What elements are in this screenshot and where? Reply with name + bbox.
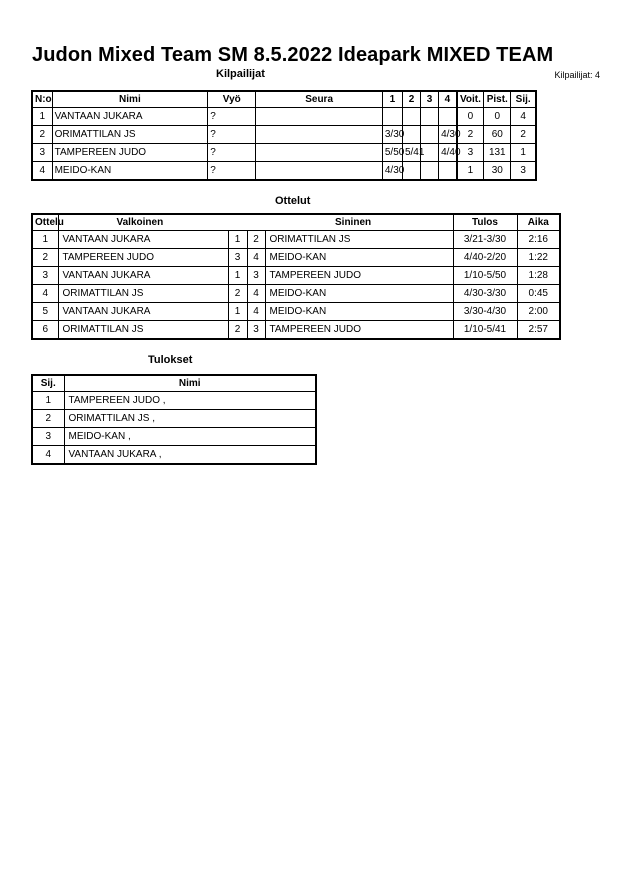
match-result: 3/30-4/30 xyxy=(453,303,517,321)
match-result: 4/30-3/30 xyxy=(453,285,517,303)
result-place: 2 xyxy=(32,410,64,428)
competitor-points: 0 xyxy=(484,108,511,126)
competitor-place: 3 xyxy=(511,162,536,181)
competitors-table xyxy=(31,90,537,181)
competitor-points: 60 xyxy=(484,126,511,144)
competitor-name: MEIDO-KAN xyxy=(52,162,208,181)
table-row xyxy=(32,126,536,144)
results-header-row xyxy=(32,375,316,392)
col-header-blue-no xyxy=(247,214,265,231)
round-4-score xyxy=(439,108,457,126)
blue-team-no: 3 xyxy=(247,267,265,285)
col-header-r1: 1 xyxy=(382,91,402,108)
round-3-score xyxy=(421,162,439,181)
matches-header-row xyxy=(32,214,560,231)
competitor-belt: ? xyxy=(208,108,256,126)
blue-team: ORIMATTILAN JS xyxy=(265,231,453,249)
col-header-result: Tulos xyxy=(453,214,517,231)
col-header-wins: Voit. xyxy=(457,91,484,108)
competitor-club xyxy=(256,162,383,181)
table-row xyxy=(32,108,536,126)
result-name: ORIMATTILAN JS , xyxy=(64,410,316,428)
blue-team-no: 3 xyxy=(247,321,265,340)
competitor-club xyxy=(256,144,383,162)
round-2-score xyxy=(402,126,420,144)
white-team-no: 3 xyxy=(228,249,247,267)
white-team: TAMPEREEN JUDO xyxy=(58,249,228,267)
round-3-score xyxy=(421,126,439,144)
table-row xyxy=(32,162,536,181)
round-1-score: 4/30 xyxy=(382,162,402,181)
result-name: MEIDO-KAN , xyxy=(64,428,316,446)
matches-section-title: Ottelut xyxy=(275,195,311,207)
competitor-place: 4 xyxy=(511,108,536,126)
col-header-place: Sij. xyxy=(32,375,64,392)
competitor-wins: 0 xyxy=(457,108,484,126)
col-header-name: Nimi xyxy=(52,91,208,108)
result-name: VANTAAN JUKARA , xyxy=(64,446,316,465)
competitor-points: 131 xyxy=(484,144,511,162)
match-time: 1:22 xyxy=(517,249,560,267)
blue-team-no: 4 xyxy=(247,285,265,303)
competitor-points: 30 xyxy=(484,162,511,181)
match-result: 1/10-5/50 xyxy=(453,267,517,285)
round-2-score xyxy=(402,108,420,126)
blue-team-no: 2 xyxy=(247,231,265,249)
white-team-no: 2 xyxy=(228,285,247,303)
match-result: 4/40-2/20 xyxy=(453,249,517,267)
competitor-belt: ? xyxy=(208,126,256,144)
col-header-blue: Sininen xyxy=(265,214,453,231)
competitor-name: VANTAAN JUKARA xyxy=(52,108,208,126)
match-no: 1 xyxy=(32,231,58,249)
competitor-no: 3 xyxy=(32,144,52,162)
results-table xyxy=(31,374,317,465)
round-2-score xyxy=(402,162,420,181)
col-header-white-no xyxy=(228,214,247,231)
match-result: 3/21-3/30 xyxy=(453,231,517,249)
competitor-place: 1 xyxy=(511,144,536,162)
round-4-score: 4/40 xyxy=(439,144,457,162)
table-row xyxy=(32,321,560,340)
col-header-r4: 4 xyxy=(439,91,457,108)
match-no: 3 xyxy=(32,267,58,285)
table-row xyxy=(32,392,316,410)
round-1-score xyxy=(382,108,402,126)
page-title: Judon Mixed Team SM 8.5.2022 Ideapark MIXED TEAM xyxy=(32,44,554,66)
white-team-no: 1 xyxy=(228,231,247,249)
match-time: 0:45 xyxy=(517,285,560,303)
match-time: 2:57 xyxy=(517,321,560,340)
col-header-club: Seura xyxy=(256,91,383,108)
result-place: 3 xyxy=(32,428,64,446)
blue-team-no: 4 xyxy=(247,249,265,267)
table-row xyxy=(32,303,560,321)
blue-team: TAMPEREEN JUDO xyxy=(265,267,453,285)
competitor-no: 4 xyxy=(32,162,52,181)
round-4-score xyxy=(439,162,457,181)
competitor-count xyxy=(554,70,600,80)
round-4-score: 4/30 xyxy=(439,126,457,144)
match-time: 1:28 xyxy=(517,267,560,285)
blue-team: TAMPEREEN JUDO xyxy=(265,321,453,340)
competitor-belt: ? xyxy=(208,162,256,181)
col-header-place: Sij. xyxy=(511,91,536,108)
match-time: 2:16 xyxy=(517,231,560,249)
white-team: ORIMATTILAN JS xyxy=(58,321,228,340)
match-time: 2:00 xyxy=(517,303,560,321)
competitor-club xyxy=(256,108,383,126)
white-team-no: 2 xyxy=(228,321,247,340)
competitor-count-label: Kilpailijat: xyxy=(554,70,593,80)
match-no: 6 xyxy=(32,321,58,340)
competitor-name: ORIMATTILAN JS xyxy=(52,126,208,144)
col-header-no: N:o xyxy=(32,91,52,108)
competitor-count-value: 4 xyxy=(594,70,600,80)
competitors-section-title: Kilpailijat xyxy=(216,68,265,80)
col-header-name: Nimi xyxy=(64,375,316,392)
col-header-r2: 2 xyxy=(402,91,420,108)
table-row xyxy=(32,267,560,285)
matches-table xyxy=(31,213,561,340)
round-1-score: 3/30 xyxy=(382,126,402,144)
results-section-title: Tulokset xyxy=(148,354,193,366)
blue-team: MEIDO-KAN xyxy=(265,285,453,303)
col-header-points: Pist. xyxy=(484,91,511,108)
blue-team: MEIDO-KAN xyxy=(265,303,453,321)
table-row xyxy=(32,446,316,465)
table-row xyxy=(32,144,536,162)
competitor-no: 2 xyxy=(32,126,52,144)
col-header-belt: Vyö xyxy=(208,91,256,108)
round-1-score: 5/50 xyxy=(382,144,402,162)
competitor-place: 2 xyxy=(511,126,536,144)
competitor-wins: 3 xyxy=(457,144,484,162)
round-3-score xyxy=(421,108,439,126)
competitor-wins: 2 xyxy=(457,126,484,144)
white-team: VANTAAN JUKARA xyxy=(58,231,228,249)
round-2-score: 5/41 xyxy=(402,144,420,162)
white-team: VANTAAN JUKARA xyxy=(58,303,228,321)
blue-team-no: 4 xyxy=(247,303,265,321)
competitors-header-row xyxy=(32,91,536,108)
match-no: 2 xyxy=(32,249,58,267)
match-no: 4 xyxy=(32,285,58,303)
white-team-no: 1 xyxy=(228,267,247,285)
competitor-no: 1 xyxy=(32,108,52,126)
table-row xyxy=(32,285,560,303)
result-place: 4 xyxy=(32,446,64,465)
white-team: ORIMATTILAN JS xyxy=(58,285,228,303)
blue-team: MEIDO-KAN xyxy=(265,249,453,267)
table-row xyxy=(32,249,560,267)
table-row xyxy=(32,410,316,428)
competitor-wins: 1 xyxy=(457,162,484,181)
col-header-time: Aika xyxy=(517,214,560,231)
competitor-belt: ? xyxy=(208,144,256,162)
table-row xyxy=(32,231,560,249)
competitor-club xyxy=(256,126,383,144)
result-name: TAMPEREEN JUDO , xyxy=(64,392,316,410)
table-row xyxy=(32,428,316,446)
col-header-r3: 3 xyxy=(421,91,439,108)
result-place: 1 xyxy=(32,392,64,410)
white-team: VANTAAN JUKARA xyxy=(58,267,228,285)
col-header-white: Valkoinen xyxy=(58,214,228,231)
white-team-no: 1 xyxy=(228,303,247,321)
match-no: 5 xyxy=(32,303,58,321)
competitor-name: TAMPEREEN JUDO xyxy=(52,144,208,162)
match-result: 1/10-5/41 xyxy=(453,321,517,340)
col-header-match: Ottelu xyxy=(32,214,58,231)
